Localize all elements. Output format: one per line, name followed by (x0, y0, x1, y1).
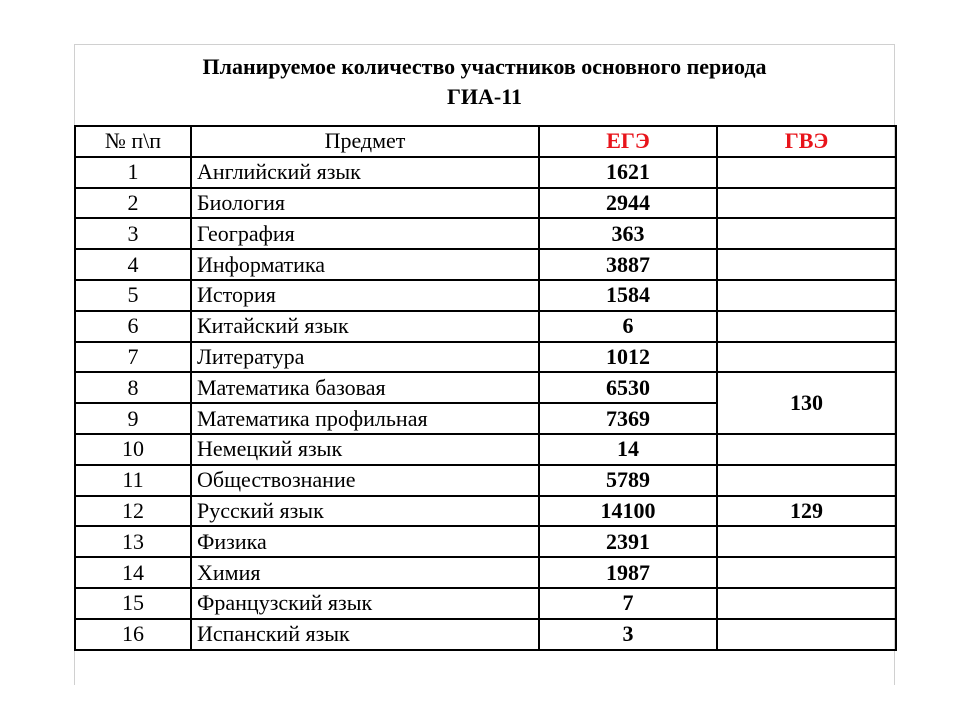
row-subject: Обществознание (191, 465, 539, 496)
row-ege-count: 2391 (539, 526, 717, 557)
header-subject: Предмет (191, 126, 539, 157)
row-number: 13 (75, 526, 191, 557)
row-gve-count (717, 280, 896, 311)
row-ege-count: 7369 (539, 403, 717, 434)
row-gve-count (717, 465, 896, 496)
table-row (75, 188, 896, 219)
row-subject: Немецкий язык (191, 434, 539, 465)
row-subject: Информатика (191, 249, 539, 280)
row-number: 8 (75, 372, 191, 403)
row-ege-count: 3 (539, 619, 717, 650)
row-number: 10 (75, 434, 191, 465)
row-gve-count (717, 619, 896, 650)
table-row (75, 619, 896, 650)
row-number: 2 (75, 188, 191, 219)
table-row (75, 434, 896, 465)
row-gve-count (717, 188, 896, 219)
table-row (75, 372, 896, 403)
row-ege-count: 3887 (539, 249, 717, 280)
table-row (75, 526, 896, 557)
row-ege-count: 1012 (539, 342, 717, 373)
row-gve-count (717, 249, 896, 280)
row-number: 12 (75, 496, 191, 527)
row-subject: Физика (191, 526, 539, 557)
row-gve-count (717, 526, 896, 557)
row-ege-count: 14100 (539, 496, 717, 527)
table-row (75, 342, 896, 373)
row-subject: Биология (191, 188, 539, 219)
row-gve-count: 130 (717, 372, 896, 434)
page-title (74, 52, 895, 112)
row-number: 9 (75, 403, 191, 434)
row-ege-count: 5789 (539, 465, 717, 496)
header-num: № п\п (75, 126, 191, 157)
row-gve-count (717, 557, 896, 588)
row-ege-count: 363 (539, 218, 717, 249)
row-number: 16 (75, 619, 191, 650)
row-number: 14 (75, 557, 191, 588)
row-number: 7 (75, 342, 191, 373)
header-ege: ЕГЭ (539, 126, 717, 157)
row-subject: Химия (191, 557, 539, 588)
row-gve-count (717, 218, 896, 249)
row-ege-count: 1621 (539, 157, 717, 188)
row-gve-count (717, 342, 896, 373)
row-ege-count: 14 (539, 434, 717, 465)
row-ege-count: 6530 (539, 372, 717, 403)
row-ege-count: 6 (539, 311, 717, 342)
table-row (75, 311, 896, 342)
table-header-row (75, 126, 896, 157)
header-gve: ГВЭ (717, 126, 896, 157)
row-ege-count: 2944 (539, 188, 717, 219)
row-ege-count: 1584 (539, 280, 717, 311)
row-subject: Английский язык (191, 157, 539, 188)
table-row (75, 496, 896, 527)
row-number: 6 (75, 311, 191, 342)
row-number: 11 (75, 465, 191, 496)
title-line-2: ГИА-11 (446, 84, 523, 109)
table-row (75, 218, 896, 249)
row-subject: Математика профильная (191, 403, 539, 434)
table-row (75, 157, 896, 188)
row-gve-count (717, 311, 896, 342)
table-row (75, 557, 896, 588)
row-gve-count (717, 588, 896, 619)
row-subject: Русский язык (191, 496, 539, 527)
row-gve-count: 129 (717, 496, 896, 527)
row-subject: Испанский язык (191, 619, 539, 650)
title-line-1: Планируемое количество участников основного периода (202, 54, 767, 79)
table-row (75, 249, 896, 280)
participants-table (74, 125, 897, 651)
row-gve-count (717, 434, 896, 465)
row-subject: География (191, 218, 539, 249)
row-number: 15 (75, 588, 191, 619)
row-gve-count (717, 157, 896, 188)
row-subject: Литература (191, 342, 539, 373)
row-number: 1 (75, 157, 191, 188)
row-subject: История (191, 280, 539, 311)
row-ege-count: 7 (539, 588, 717, 619)
row-number: 4 (75, 249, 191, 280)
table-row (75, 465, 896, 496)
row-subject: Французский язык (191, 588, 539, 619)
row-ege-count: 1987 (539, 557, 717, 588)
table-row (75, 588, 896, 619)
table-row (75, 280, 896, 311)
row-number: 3 (75, 218, 191, 249)
row-number: 5 (75, 280, 191, 311)
row-subject: Китайский язык (191, 311, 539, 342)
row-subject: Математика базовая (191, 372, 539, 403)
